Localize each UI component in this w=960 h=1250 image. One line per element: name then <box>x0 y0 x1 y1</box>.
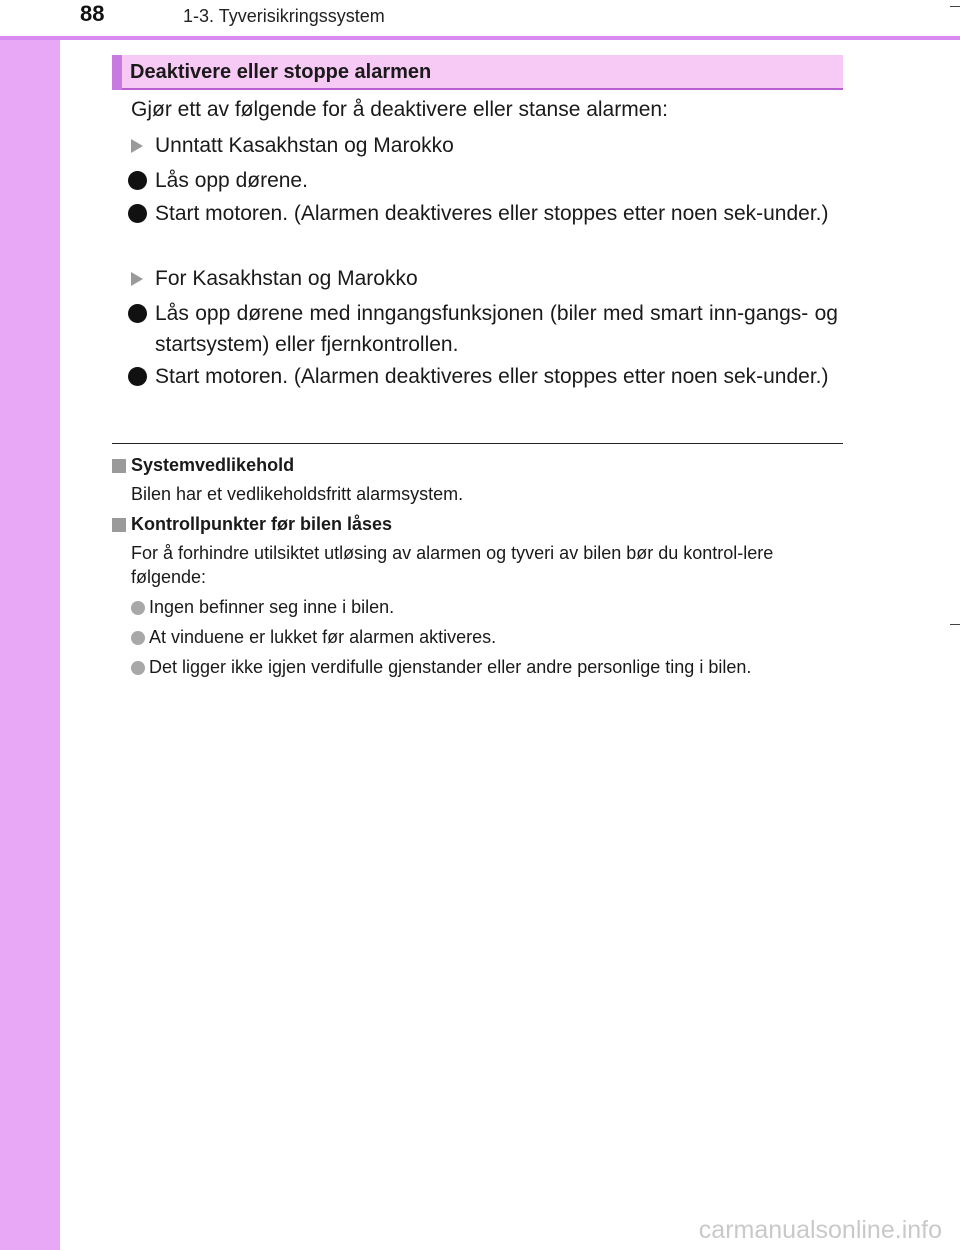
note-text: For å forhindre utilsiktet utløsing av alarmen og tyveri av bilen bør du kontrol-lere følgende: <box>131 543 774 587</box>
section-heading: Deaktivere eller stoppe alarmen <box>130 61 432 83</box>
bullet-dot-icon <box>128 367 147 386</box>
triangle-bullet-icon <box>131 272 143 286</box>
section-divider <box>112 443 843 444</box>
header-rule <box>0 36 960 40</box>
note-text: Bilen har et vedlikeholdsfritt alarmsystem. <box>131 484 464 504</box>
section-heading-box <box>112 55 843 90</box>
list-item-text: Lås opp dørene. <box>155 169 308 192</box>
list-item <box>131 627 496 648</box>
section-title: 1-3. Tyverisikringssystem <box>183 6 385 26</box>
group-heading-label: For Kasakhstan og Marokko <box>155 267 418 290</box>
group-heading <box>131 267 418 291</box>
list-item <box>131 657 751 678</box>
heading-accent <box>112 55 122 90</box>
list-item-text: Ingen befinner seg inne i bilen. <box>149 597 395 617</box>
page-number: 88 <box>80 1 105 26</box>
list-item <box>128 198 838 229</box>
square-bullet-icon <box>112 459 126 473</box>
note-heading <box>112 455 294 476</box>
group-heading-label: Unntatt Kasakhstan og Marokko <box>155 134 454 157</box>
list-item-text: Start motoren. (Alarmen deaktiveres eller stoppes etter noen sek-under.) <box>155 365 829 388</box>
list-item <box>128 298 838 360</box>
note-heading-label: Kontrollpunkter før bilen låses <box>131 514 393 534</box>
list-item-text: Det ligger ikke igjen verdifulle gjenstander eller andre personlige ting i bilen. <box>149 657 752 677</box>
list-item-text: At vinduene er lukket før alarmen aktiveres. <box>149 627 497 647</box>
bullet-dot-icon <box>131 631 145 645</box>
bullet-dot-icon <box>131 601 145 615</box>
list-item-text: Lås opp dørene med inngangsfunksjonen (biler med smart inn-gangs- og startsystem) eller fjernkontrollen. <box>155 302 838 356</box>
list-item-text: Start motoren. (Alarmen deaktiveres eller stoppes etter noen sek-under.) <box>155 202 829 225</box>
note-heading-label: Systemvedlikehold <box>131 455 295 475</box>
crop-mark <box>950 624 960 625</box>
note-heading <box>112 514 392 535</box>
list-item <box>128 165 838 196</box>
watermark: carmanualsonline.info <box>698 1216 942 1244</box>
side-color-band <box>0 38 60 1250</box>
intro-text: Gjør ett av følgende for å deaktivere eller stanse alarmen: <box>131 98 668 121</box>
bullet-dot-icon <box>131 661 145 675</box>
crop-mark <box>950 6 960 7</box>
bullet-dot-icon <box>128 204 147 223</box>
square-bullet-icon <box>112 518 126 532</box>
group-heading <box>131 134 454 158</box>
bullet-dot-icon <box>128 304 147 323</box>
triangle-bullet-icon <box>131 139 143 153</box>
list-item <box>131 597 394 618</box>
bullet-dot-icon <box>128 171 147 190</box>
list-item <box>128 361 838 392</box>
